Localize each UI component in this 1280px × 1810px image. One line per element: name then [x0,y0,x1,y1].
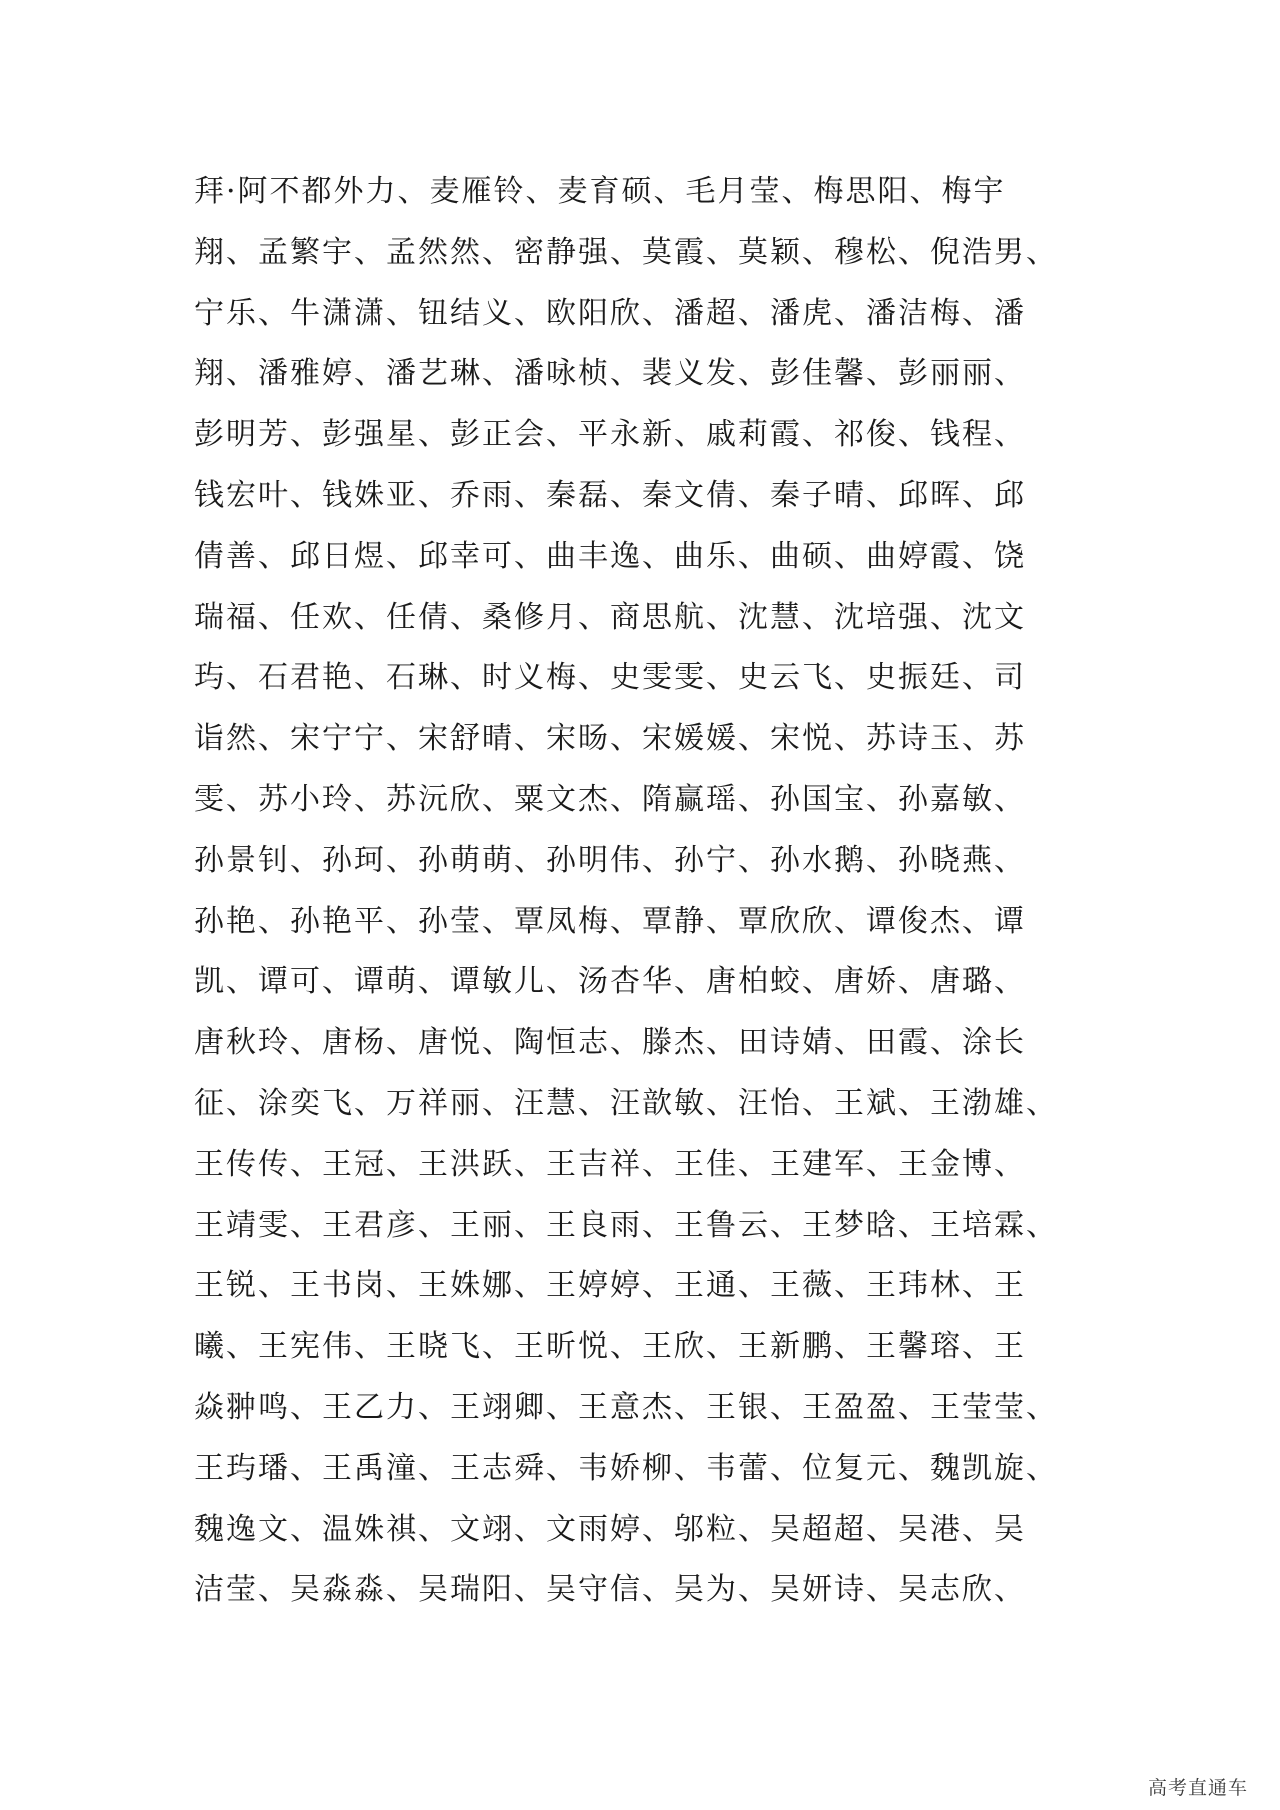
text-line: 瑞福、任欢、任倩、桑修月、商思航、沈慧、沈培强、沈文 [194,599,1026,635]
text-line: 王传传、王冠、王洪跃、王吉祥、王佳、王建军、王金博、 [194,1146,1026,1182]
text-line: 宁乐、牛潇潇、钮结义、欧阳欣、潘超、潘虎、潘洁梅、潘 [194,295,1026,331]
text-line: 魏逸文、温姝祺、文翊、文雨婷、邬粒、吴超超、吴港、吴 [194,1511,1026,1547]
text-line: 焱翀鸣、王乙力、王翊卿、王意杰、王银、王盈盈、王莹莹、 [194,1389,1058,1425]
text-line: 孙景钊、孙珂、孙萌萌、孙明伟、孙宁、孙水鹅、孙晓燕、 [194,842,1026,878]
text-line: 凯、谭可、谭萌、谭敏儿、汤杏华、唐柏蛟、唐娇、唐璐、 [194,964,1026,1000]
text-line: 拜·阿不都外力、麦雁铃、麦育硕、毛月莹、梅思阳、梅宇 [194,174,1006,209]
text-line: 王锐、王书岗、王姝娜、王婷婷、王通、王薇、王玮林、王 [194,1268,1026,1304]
text-line: 彭明芳、彭强星、彭正会、平永新、戚莉霞、祁俊、钱程、 [194,417,1026,453]
text-line: 曦、王宪伟、王晓飞、王昕悦、王欣、王新鹏、王馨瑢、王 [194,1329,1026,1365]
text-line: 倩善、邱日煜、邱幸可、曲丰逸、曲乐、曲硕、曲婷霞、饶 [194,538,1026,574]
text-line: 玙、石君艳、石琳、时义梅、史雯雯、史云飞、史振廷、司 [194,660,1026,696]
text-line: 唐秋玲、唐杨、唐悦、陶恒志、滕杰、田诗婧、田霞、涂长 [194,1025,1026,1061]
text-line: 孙艳、孙艳平、孙莹、覃凤梅、覃静、覃欣欣、谭俊杰、谭 [194,903,1026,939]
text-line: 钱宏叶、钱姝亚、乔雨、秦磊、秦文倩、秦子晴、邱晖、邱 [194,477,1026,513]
text-line: 征、涂奕飞、万祥丽、汪慧、汪歆敏、汪怡、王斌、王渤雄、 [194,1085,1058,1121]
text-line: 王玙璠、王禹潼、王志舜、韦娇柳、韦蕾、位复元、魏凯旋、 [194,1450,1058,1486]
text-line: 翔、孟繁宇、孟然然、密静强、莫霞、莫颖、穆松、倪浩男、 [194,234,1058,270]
text-line: 诣然、宋宁宁、宋舒晴、宋旸、宋媛媛、宋悦、苏诗玉、苏 [194,721,1026,757]
name-list [194,162,1094,1621]
text-line: 洁莹、吴淼淼、吴瑞阳、吴守信、吴为、吴妍诗、吴志欣、 [194,1572,1026,1608]
watermark: 高考直通车 [1147,1777,1248,1799]
text-line: 翔、潘雅婷、潘艺琳、潘咏桢、裴义发、彭佳馨、彭丽丽、 [194,356,1026,392]
text-line: 王靖雯、王君彦、王丽、王良雨、王鲁云、王梦晗、王培霖、 [194,1207,1058,1243]
text-line: 雯、苏小玲、苏沅欣、粟文杰、隋赢瑶、孙国宝、孙嘉敏、 [194,781,1026,817]
